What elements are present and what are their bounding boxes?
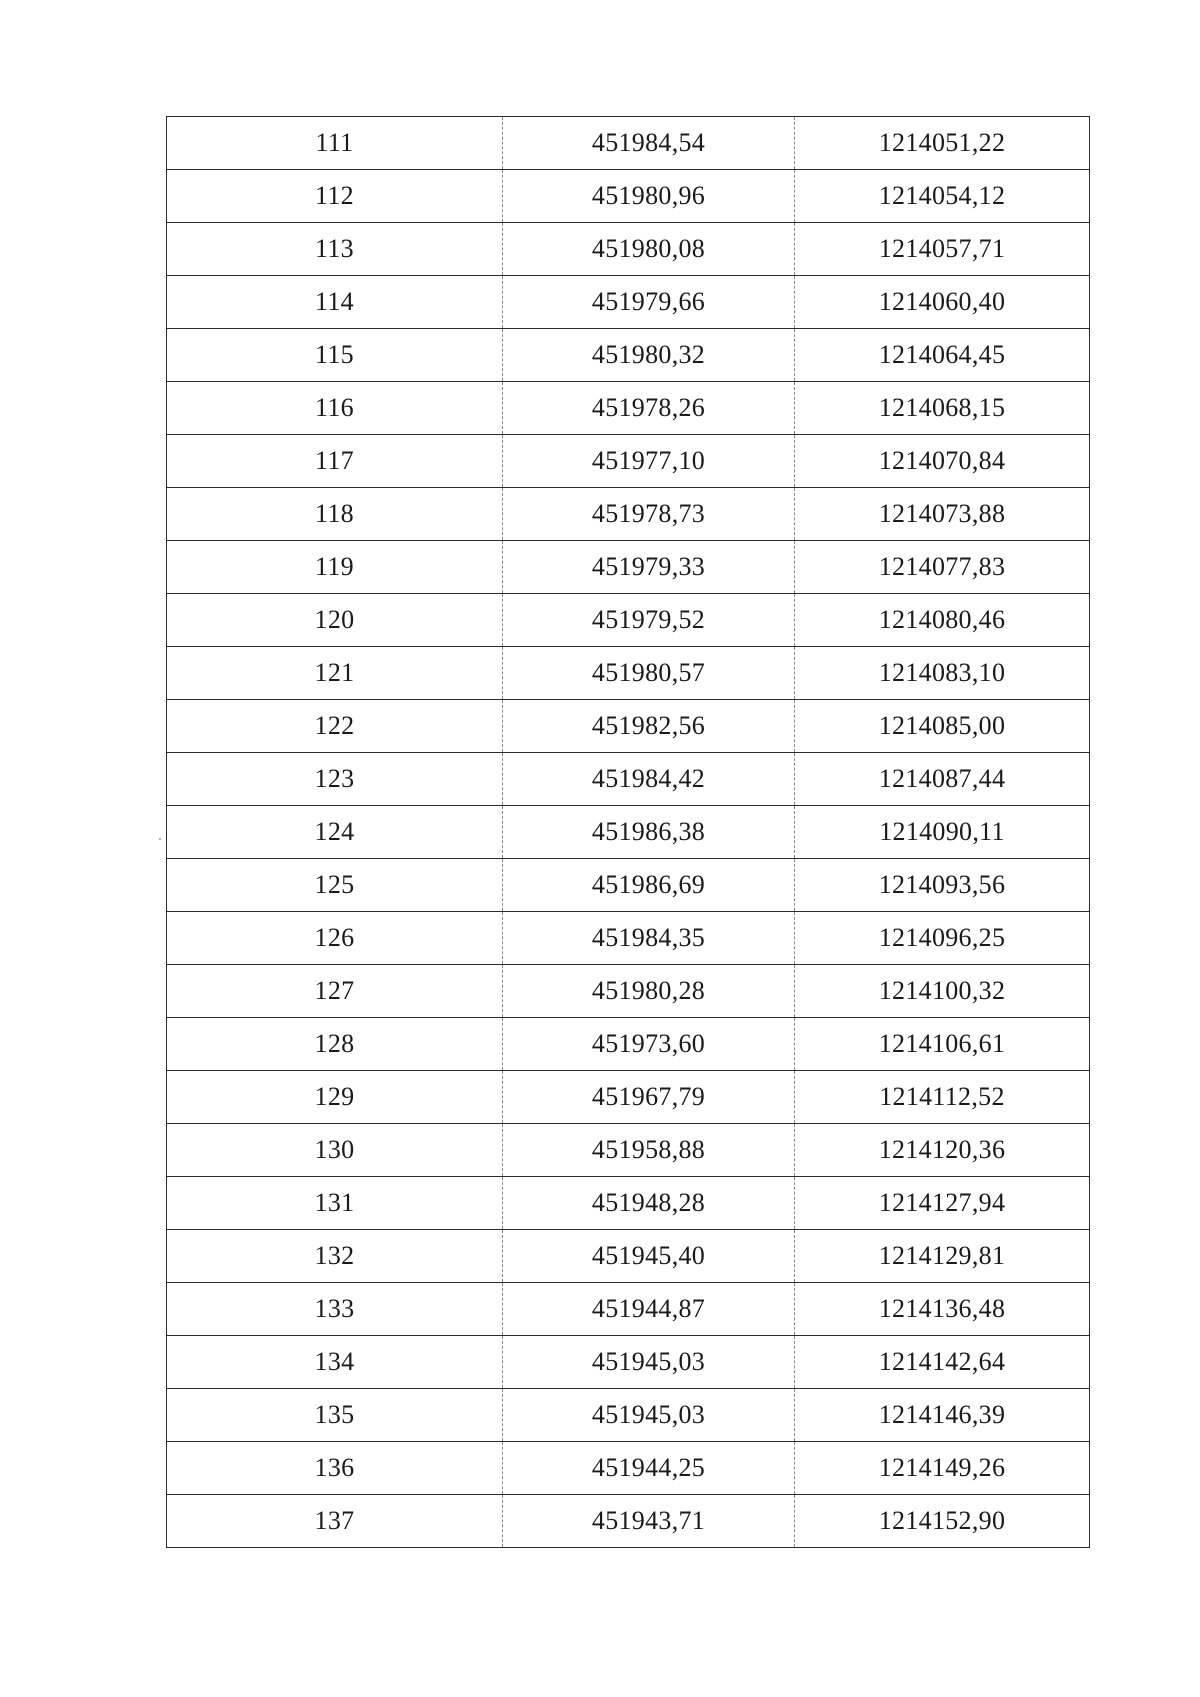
- table-row: [167, 753, 1090, 806]
- table-row: [167, 223, 1090, 276]
- table-row: [167, 276, 1090, 329]
- point-number-cell: 133: [167, 1283, 503, 1336]
- y-coordinate-cell: 1214120,36: [795, 1124, 1090, 1177]
- x-coordinate-cell: 451979,52: [503, 594, 795, 647]
- coordinates-table-body: [167, 117, 1090, 1548]
- point-number-cell: 130: [167, 1124, 503, 1177]
- point-number-cell: 122: [167, 700, 503, 753]
- table-row: [167, 382, 1090, 435]
- y-coordinate-cell: 1214096,25: [795, 912, 1090, 965]
- x-coordinate-cell: 451980,57: [503, 647, 795, 700]
- point-number-cell: 118: [167, 488, 503, 541]
- y-coordinate-cell: 1214100,32: [795, 965, 1090, 1018]
- point-number-cell: 119: [167, 541, 503, 594]
- y-coordinate-cell: 1214152,90: [795, 1495, 1090, 1548]
- y-coordinate-cell: 1214057,71: [795, 223, 1090, 276]
- table-row: [167, 1124, 1090, 1177]
- x-coordinate-cell: 451982,56: [503, 700, 795, 753]
- x-coordinate-cell: 451958,88: [503, 1124, 795, 1177]
- table-row: [167, 117, 1090, 170]
- y-coordinate-cell: 1214090,11: [795, 806, 1090, 859]
- y-coordinate-cell: 1214073,88: [795, 488, 1090, 541]
- point-number-cell: 136: [167, 1442, 503, 1495]
- x-coordinate-cell: 451984,54: [503, 117, 795, 170]
- point-number-cell: 114: [167, 276, 503, 329]
- point-number-cell: 129: [167, 1071, 503, 1124]
- coordinates-table: [166, 116, 1090, 1548]
- x-coordinate-cell: 451945,03: [503, 1336, 795, 1389]
- table-row: [167, 1177, 1090, 1230]
- x-coordinate-cell: 451945,03: [503, 1389, 795, 1442]
- scan-speck: [159, 838, 161, 840]
- x-coordinate-cell: 451980,32: [503, 329, 795, 382]
- x-coordinate-cell: 451945,40: [503, 1230, 795, 1283]
- table-row: [167, 488, 1090, 541]
- point-number-cell: 120: [167, 594, 503, 647]
- table-row: [167, 965, 1090, 1018]
- x-coordinate-cell: 451979,33: [503, 541, 795, 594]
- table-row: [167, 806, 1090, 859]
- point-number-cell: 124: [167, 806, 503, 859]
- y-coordinate-cell: 1214129,81: [795, 1230, 1090, 1283]
- point-number-cell: 132: [167, 1230, 503, 1283]
- y-coordinate-cell: 1214146,39: [795, 1389, 1090, 1442]
- point-number-cell: 137: [167, 1495, 503, 1548]
- x-coordinate-cell: 451980,08: [503, 223, 795, 276]
- point-number-cell: 112: [167, 170, 503, 223]
- y-coordinate-cell: 1214106,61: [795, 1018, 1090, 1071]
- x-coordinate-cell: 451980,28: [503, 965, 795, 1018]
- x-coordinate-cell: 451984,35: [503, 912, 795, 965]
- table-row: [167, 541, 1090, 594]
- table-row: [167, 1442, 1090, 1495]
- x-coordinate-cell: 451944,87: [503, 1283, 795, 1336]
- x-coordinate-cell: 451944,25: [503, 1442, 795, 1495]
- point-number-cell: 125: [167, 859, 503, 912]
- x-coordinate-cell: 451984,42: [503, 753, 795, 806]
- point-number-cell: 113: [167, 223, 503, 276]
- point-number-cell: 116: [167, 382, 503, 435]
- table-row: [167, 1071, 1090, 1124]
- table-row: [167, 1336, 1090, 1389]
- x-coordinate-cell: 451977,10: [503, 435, 795, 488]
- y-coordinate-cell: 1214080,46: [795, 594, 1090, 647]
- point-number-cell: 123: [167, 753, 503, 806]
- table-row: [167, 170, 1090, 223]
- table-row: [167, 1230, 1090, 1283]
- y-coordinate-cell: 1214127,94: [795, 1177, 1090, 1230]
- x-coordinate-cell: 451979,66: [503, 276, 795, 329]
- table-row: [167, 594, 1090, 647]
- x-coordinate-cell: 451943,71: [503, 1495, 795, 1548]
- table-row: [167, 859, 1090, 912]
- y-coordinate-cell: 1214070,84: [795, 435, 1090, 488]
- y-coordinate-cell: 1214136,48: [795, 1283, 1090, 1336]
- point-number-cell: 117: [167, 435, 503, 488]
- table-row: [167, 912, 1090, 965]
- y-coordinate-cell: 1214142,64: [795, 1336, 1090, 1389]
- x-coordinate-cell: 451978,73: [503, 488, 795, 541]
- x-coordinate-cell: 451980,96: [503, 170, 795, 223]
- point-number-cell: 121: [167, 647, 503, 700]
- y-coordinate-cell: 1214060,40: [795, 276, 1090, 329]
- point-number-cell: 131: [167, 1177, 503, 1230]
- table-row: [167, 435, 1090, 488]
- point-number-cell: 111: [167, 117, 503, 170]
- y-coordinate-cell: 1214085,00: [795, 700, 1090, 753]
- point-number-cell: 128: [167, 1018, 503, 1071]
- x-coordinate-cell: 451967,79: [503, 1071, 795, 1124]
- y-coordinate-cell: 1214054,12: [795, 170, 1090, 223]
- point-number-cell: 115: [167, 329, 503, 382]
- table-row: [167, 1283, 1090, 1336]
- y-coordinate-cell: 1214064,45: [795, 329, 1090, 382]
- table-row: [167, 1018, 1090, 1071]
- y-coordinate-cell: 1214112,52: [795, 1071, 1090, 1124]
- table-row: [167, 700, 1090, 753]
- x-coordinate-cell: 451986,38: [503, 806, 795, 859]
- point-number-cell: 134: [167, 1336, 503, 1389]
- x-coordinate-cell: 451986,69: [503, 859, 795, 912]
- y-coordinate-cell: 1214051,22: [795, 117, 1090, 170]
- y-coordinate-cell: 1214083,10: [795, 647, 1090, 700]
- x-coordinate-cell: 451948,28: [503, 1177, 795, 1230]
- table-row: [167, 329, 1090, 382]
- y-coordinate-cell: 1214149,26: [795, 1442, 1090, 1495]
- table-row: [167, 1495, 1090, 1548]
- y-coordinate-cell: 1214087,44: [795, 753, 1090, 806]
- point-number-cell: 126: [167, 912, 503, 965]
- x-coordinate-cell: 451973,60: [503, 1018, 795, 1071]
- table-row: [167, 1389, 1090, 1442]
- point-number-cell: 135: [167, 1389, 503, 1442]
- point-number-cell: 127: [167, 965, 503, 1018]
- table-row: [167, 647, 1090, 700]
- x-coordinate-cell: 451978,26: [503, 382, 795, 435]
- y-coordinate-cell: 1214093,56: [795, 859, 1090, 912]
- y-coordinate-cell: 1214077,83: [795, 541, 1090, 594]
- y-coordinate-cell: 1214068,15: [795, 382, 1090, 435]
